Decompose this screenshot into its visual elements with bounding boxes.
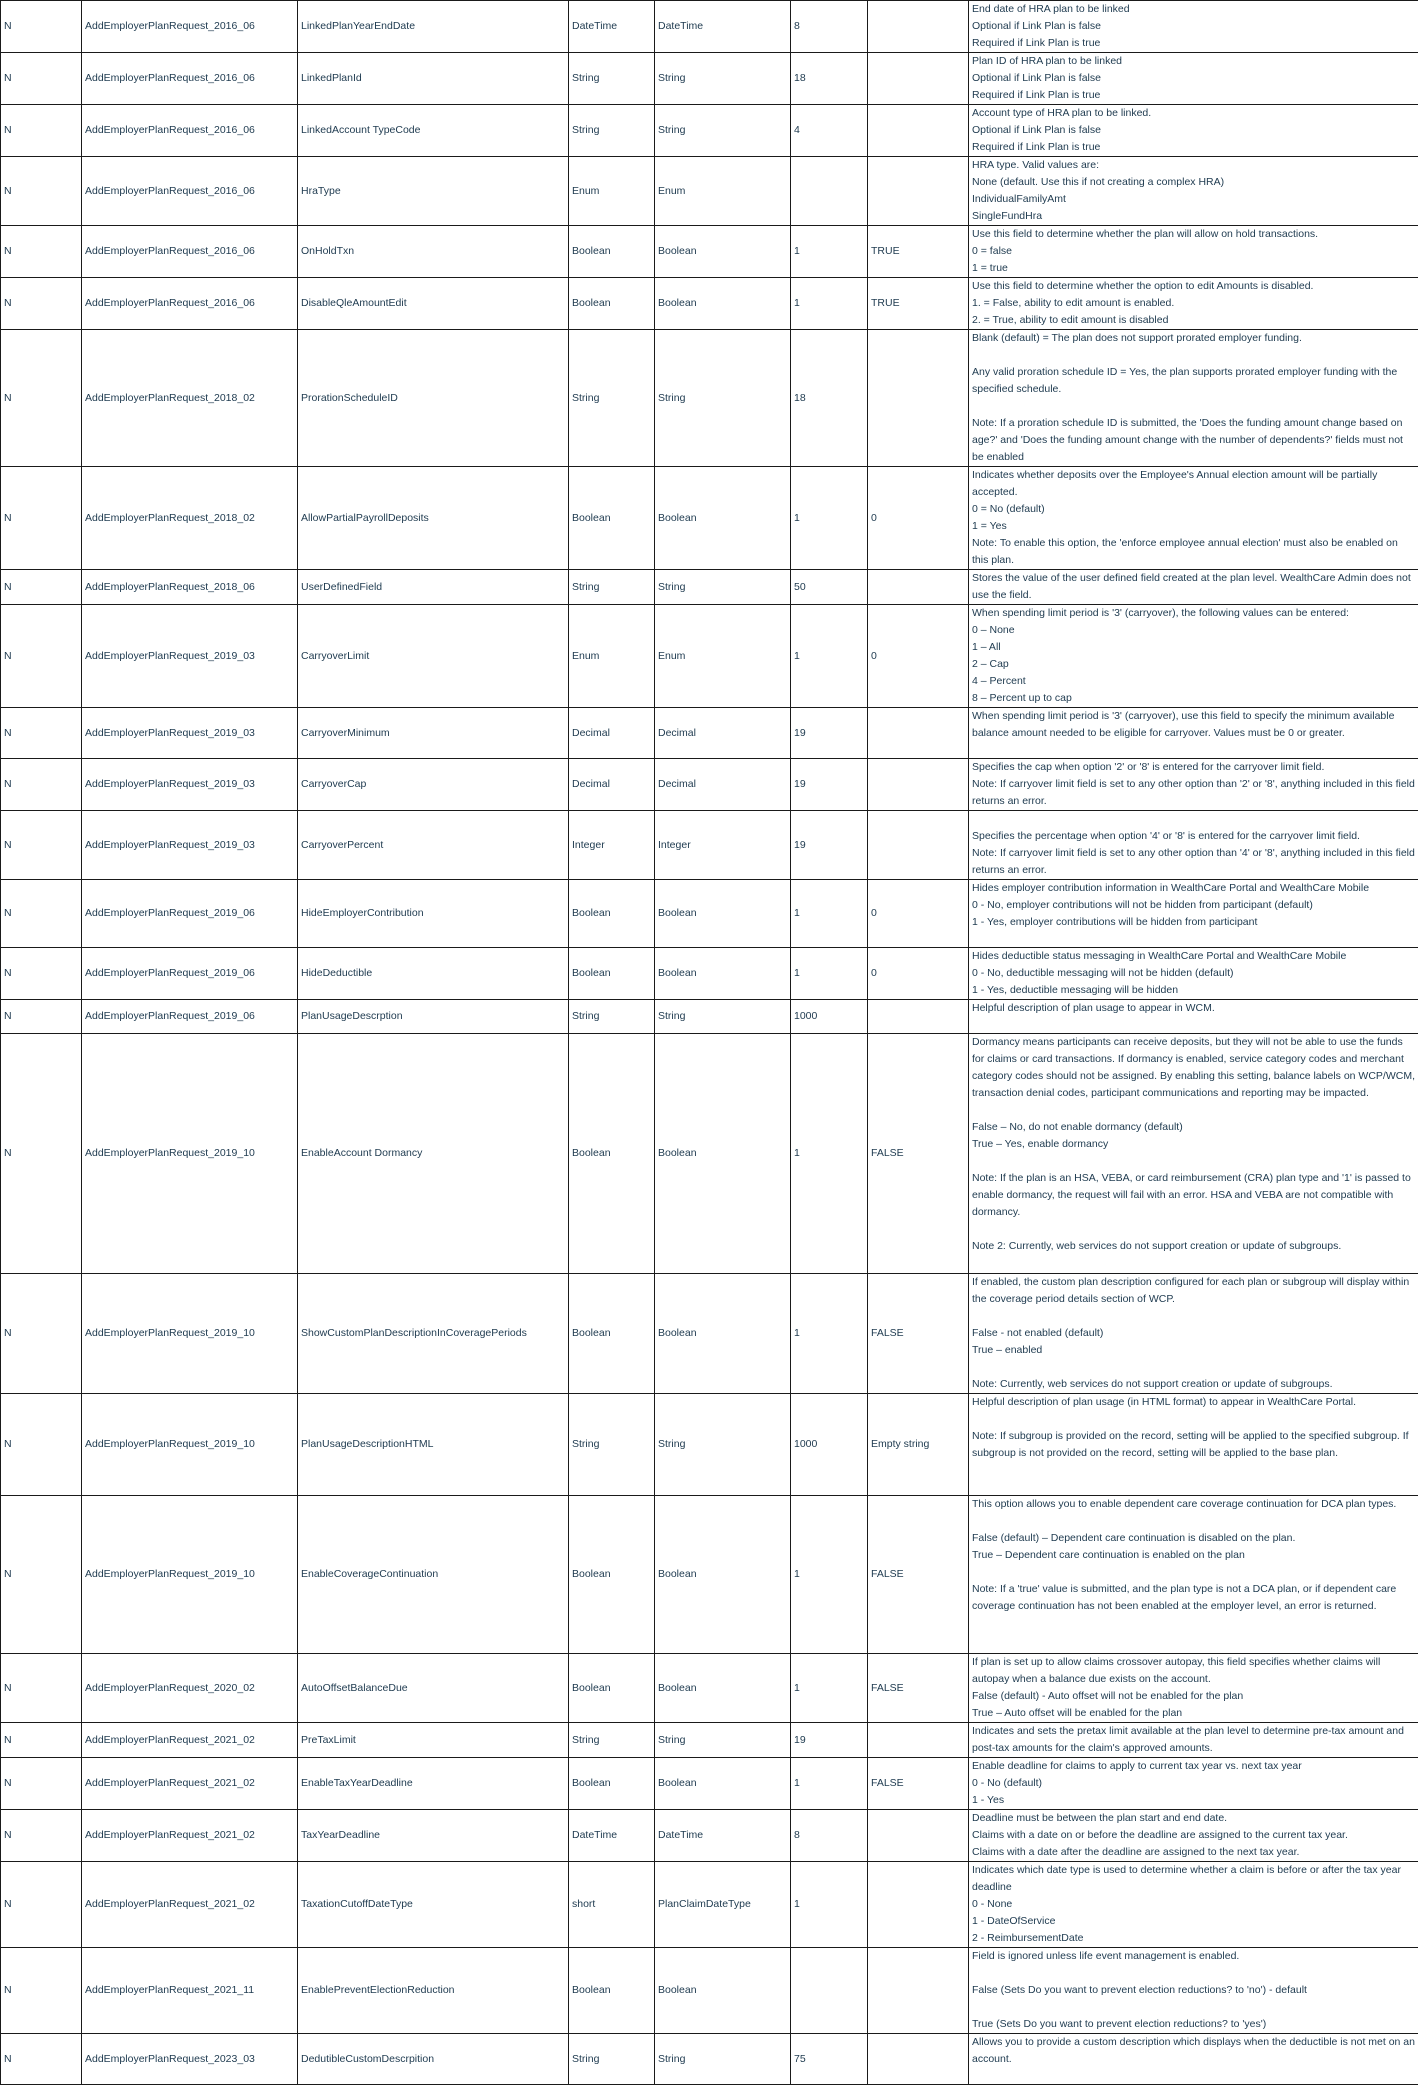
data-type-cell: DateTime (655, 1, 791, 53)
field-name-cell: PreTaxLimit (298, 1723, 569, 1758)
default-value-cell: TRUE (868, 278, 969, 330)
type-cell: Integer (569, 811, 655, 880)
required-cell: N (1, 1948, 82, 2034)
data-type-cell: Enum (655, 605, 791, 708)
required-cell: N (1, 1810, 82, 1862)
type-cell: Boolean (569, 1034, 655, 1274)
default-value-cell (868, 157, 969, 226)
request-version-cell: AddEmployerPlanRequest_2018_02 (82, 330, 298, 467)
required-cell: N (1, 2034, 82, 2085)
type-cell: String (569, 1000, 655, 1034)
default-value-cell: 0 (868, 880, 969, 948)
data-type-cell: Integer (655, 811, 791, 880)
type-cell: Enum (569, 157, 655, 226)
data-type-cell: Boolean (655, 1034, 791, 1274)
table-row (1, 1810, 1418, 1862)
length-cell: 19 (791, 708, 868, 759)
default-value-cell (868, 1862, 969, 1948)
table-row (1, 1654, 1418, 1723)
default-value-cell (868, 1723, 969, 1758)
description-cell: Account type of HRA plan to be linked. Optional if Link Plan is false Required if Link Plan is true (969, 105, 1418, 157)
required-cell: N (1, 1654, 82, 1723)
data-type-cell: String (655, 53, 791, 105)
type-cell: String (569, 105, 655, 157)
field-name-cell: CarryoverCap (298, 759, 569, 811)
type-cell: Boolean (569, 467, 655, 570)
field-name-cell: DisableQleAmountEdit (298, 278, 569, 330)
default-value-cell (868, 1, 969, 53)
length-cell: 1 (791, 1496, 868, 1654)
required-cell: N (1, 1000, 82, 1034)
field-name-cell: DedutibleCustomDescrpition (298, 2034, 569, 2085)
length-cell: 1 (791, 880, 868, 948)
table-row (1, 278, 1418, 330)
table-row (1, 2034, 1418, 2085)
required-cell: N (1, 570, 82, 605)
length-cell: 1 (791, 1034, 868, 1274)
required-cell: N (1, 811, 82, 880)
default-value-cell (868, 570, 969, 605)
default-value-cell: 0 (868, 948, 969, 1000)
required-cell: N (1, 759, 82, 811)
description-cell: Use this field to determine whether the plan will allow on hold transactions. 0 = false 1 = true (969, 226, 1418, 278)
default-value-cell (868, 1810, 969, 1862)
data-type-cell: Enum (655, 157, 791, 226)
description-cell: Deadline must be between the plan start and end date. Claims with a date on or before the deadline are assigned to the current tax year. Claims with a date after the deadline are assigned to the next tax year. (969, 1810, 1418, 1862)
field-name-cell: LinkedPlanId (298, 53, 569, 105)
description-cell: Plan ID of HRA plan to be linked Optional if Link Plan is false Required if Link Plan is true (969, 53, 1418, 105)
description-cell: When spending limit period is '3' (carryover), the following values can be entered: 0 – None 1 – All 2 – Cap 4 – Percent 8 – Percent up to cap (969, 605, 1418, 708)
default-value-cell: FALSE (868, 1034, 969, 1274)
length-cell: 1000 (791, 1394, 868, 1496)
length-cell: 1 (791, 948, 868, 1000)
data-type-cell: String (655, 2034, 791, 2085)
table-row (1, 1948, 1418, 2034)
type-cell: Boolean (569, 1496, 655, 1654)
data-type-cell: String (655, 1723, 791, 1758)
length-cell: 1 (791, 1862, 868, 1948)
data-type-cell: Boolean (655, 1654, 791, 1723)
default-value-cell: 0 (868, 605, 969, 708)
length-cell: 19 (791, 811, 868, 880)
length-cell: 1 (791, 226, 868, 278)
type-cell: String (569, 1394, 655, 1496)
description-cell: Enable deadline for claims to apply to current tax year vs. next tax year 0 - No (default) 1 - Yes (969, 1758, 1418, 1810)
default-value-cell (868, 330, 969, 467)
description-cell: Hides employer contribution information in WealthCare Portal and WealthCare Mobile 0 - No, employer contributions will not be hidden from participant (default) 1 - Yes, employer contributions will be hidden from participant (969, 880, 1418, 948)
type-cell: Boolean (569, 880, 655, 948)
required-cell: N (1, 708, 82, 759)
default-value-cell (868, 1948, 969, 2034)
request-version-cell: AddEmployerPlanRequest_2020_02 (82, 1654, 298, 1723)
request-version-cell: AddEmployerPlanRequest_2019_03 (82, 708, 298, 759)
data-type-cell: PlanClaimDateType (655, 1862, 791, 1948)
request-version-cell: AddEmployerPlanRequest_2021_02 (82, 1810, 298, 1862)
field-name-cell: TaxYearDeadline (298, 1810, 569, 1862)
request-version-cell: AddEmployerPlanRequest_2019_06 (82, 948, 298, 1000)
table-row (1, 1758, 1418, 1810)
request-version-cell: AddEmployerPlanRequest_2019_10 (82, 1496, 298, 1654)
request-version-cell: AddEmployerPlanRequest_2016_06 (82, 278, 298, 330)
table-row (1, 157, 1418, 226)
length-cell: 1 (791, 1274, 868, 1394)
field-name-cell: AutoOffsetBalanceDue (298, 1654, 569, 1723)
table-row (1, 1000, 1418, 1034)
required-cell: N (1, 948, 82, 1000)
default-value-cell: TRUE (868, 226, 969, 278)
data-type-cell: Decimal (655, 708, 791, 759)
table-row (1, 1034, 1418, 1274)
field-name-cell: LinkedAccount TypeCode (298, 105, 569, 157)
field-name-cell: CarryoverMinimum (298, 708, 569, 759)
description-cell: If enabled, the custom plan description configured for each plan or subgroup will display within the coverage period details section of WCP. False - not enabled (default) True – enabled Note: Currently, web services do not support creation or update of subgroups. (969, 1274, 1418, 1394)
description-cell: Hides deductible status messaging in WealthCare Portal and WealthCare Mobile 0 - No, deductible messaging will not be hidden (default) 1 - Yes, deductible messaging will be hidden (969, 948, 1418, 1000)
table-row (1, 759, 1418, 811)
length-cell: 18 (791, 330, 868, 467)
description-cell: If plan is set up to allow claims crossover autopay, this field specifies whether claims will autopay when a balance due exists on the account. False (default) - Auto offset will not be enabled for the plan True – Auto offset will be enabled for the plan (969, 1654, 1418, 1723)
request-version-cell: AddEmployerPlanRequest_2021_02 (82, 1758, 298, 1810)
description-cell: Specifies the cap when option '2' or '8' is entered for the carryover limit field. Note: If carryover limit field is set to any other option than '2' or '8', anything included in this field returns an error. (969, 759, 1418, 811)
field-name-cell: CarryoverLimit (298, 605, 569, 708)
length-cell: 1000 (791, 1000, 868, 1034)
data-type-cell: DateTime (655, 1810, 791, 1862)
length-cell: 19 (791, 759, 868, 811)
data-type-cell: Boolean (655, 467, 791, 570)
required-cell: N (1, 1496, 82, 1654)
description-cell: When spending limit period is '3' (carryover), use this field to specify the minimum available balance amount needed to be eligible for carryover. Values must be 0 or greater. (969, 708, 1418, 759)
type-cell: String (569, 53, 655, 105)
field-name-cell: EnablePreventElectionReduction (298, 1948, 569, 2034)
type-cell: Boolean (569, 1654, 655, 1723)
length-cell: 1 (791, 278, 868, 330)
table-row (1, 708, 1418, 759)
type-cell: Enum (569, 605, 655, 708)
data-type-cell: Boolean (655, 1496, 791, 1654)
data-type-cell: String (655, 105, 791, 157)
request-version-cell: AddEmployerPlanRequest_2018_06 (82, 570, 298, 605)
request-version-cell: AddEmployerPlanRequest_2021_02 (82, 1723, 298, 1758)
required-cell: N (1, 1, 82, 53)
description-cell: This option allows you to enable dependent care coverage continuation for DCA plan types. False (default) – Dependent care continuation is disabled on the plan. True – Dependent care continuation is enabled on the plan Note: If a 'true' value is submitted, and the plan type is not a DCA plan, or if dependent care coverage continuation has not been enabled at the employer level, an error is returned. (969, 1496, 1418, 1654)
required-cell: N (1, 226, 82, 278)
request-version-cell: AddEmployerPlanRequest_2016_06 (82, 226, 298, 278)
request-version-cell: AddEmployerPlanRequest_2021_02 (82, 1862, 298, 1948)
field-name-cell: LinkedPlanYearEndDate (298, 1, 569, 53)
default-value-cell (868, 759, 969, 811)
table-row (1, 1274, 1418, 1394)
description-cell: HRA type. Valid values are: None (default. Use this if not creating a complex HRA) IndividualFamilyAmt SingleFundHra (969, 157, 1418, 226)
length-cell: 18 (791, 53, 868, 105)
field-name-cell: OnHoldTxn (298, 226, 569, 278)
type-cell: Boolean (569, 948, 655, 1000)
required-cell: N (1, 1723, 82, 1758)
required-cell: N (1, 1394, 82, 1496)
required-cell: N (1, 880, 82, 948)
data-type-cell: Decimal (655, 759, 791, 811)
request-version-cell: AddEmployerPlanRequest_2023_03 (82, 2034, 298, 2085)
data-type-cell: String (655, 570, 791, 605)
default-value-cell (868, 2034, 969, 2085)
data-type-cell: Boolean (655, 278, 791, 330)
type-cell: String (569, 570, 655, 605)
length-cell: 1 (791, 1758, 868, 1810)
required-cell: N (1, 1862, 82, 1948)
table-body (1, 1, 1418, 2085)
table-row (1, 1394, 1418, 1496)
description-cell: End date of HRA plan to be linked Optional if Link Plan is false Required if Link Plan is true (969, 1, 1418, 53)
default-value-cell (868, 708, 969, 759)
data-type-cell: String (655, 330, 791, 467)
required-cell: N (1, 467, 82, 570)
default-value-cell (868, 105, 969, 157)
data-type-cell: Boolean (655, 880, 791, 948)
required-cell: N (1, 1034, 82, 1274)
length-cell: 1 (791, 1654, 868, 1723)
required-cell: N (1, 330, 82, 467)
description-cell: Indicates which date type is used to determine whether a claim is before or after the tax year deadline 0 - None 1 - DateOfService 2 - ReimbursementDate (969, 1862, 1418, 1948)
field-name-cell: AllowPartialPayrollDeposits (298, 467, 569, 570)
type-cell: DateTime (569, 1810, 655, 1862)
required-cell: N (1, 53, 82, 105)
description-cell: Helpful description of plan usage to appear in WCM. (969, 1000, 1418, 1034)
default-value-cell (868, 53, 969, 105)
request-version-cell: AddEmployerPlanRequest_2016_06 (82, 53, 298, 105)
description-cell: Specifies the percentage when option '4' or '8' is entered for the carryover limit field. Note: If carryover limit field is set to any other option than '4' or '8', anything included in this field returns an error. (969, 811, 1418, 880)
length-cell: 1 (791, 605, 868, 708)
type-cell: Boolean (569, 1758, 655, 1810)
data-type-cell: Boolean (655, 1274, 791, 1394)
table-row (1, 570, 1418, 605)
description-cell: Blank (default) = The plan does not support prorated employer funding. Any valid proration schedule ID = Yes, the plan supports prorated employer funding with the specified schedule. Note: If a proration schedule ID is submitted, the 'Does the funding amount change based on age?' and 'Does the funding amount change with the number of dependents?' fields must not be enabled (969, 330, 1418, 467)
table-row (1, 1, 1418, 53)
type-cell: Decimal (569, 708, 655, 759)
request-version-cell: AddEmployerPlanRequest_2019_03 (82, 759, 298, 811)
table-row (1, 226, 1418, 278)
description-cell: Field is ignored unless life event management is enabled. False (Sets Do you want to prevent election reductions? to 'no') - default True (Sets Do you want to prevent election reductions? to 'yes') (969, 1948, 1418, 2034)
description-cell: Use this field to determine whether the option to edit Amounts is disabled. 1. = False, ability to edit amount is enabled. 2. = True, ability to edit amount is disabled (969, 278, 1418, 330)
default-value-cell: FALSE (868, 1274, 969, 1394)
default-value-cell (868, 811, 969, 880)
type-cell: Boolean (569, 226, 655, 278)
field-name-cell: TaxationCutoffDateType (298, 1862, 569, 1948)
length-cell: 50 (791, 570, 868, 605)
default-value-cell: FALSE (868, 1654, 969, 1723)
type-cell: Boolean (569, 278, 655, 330)
description-cell: Allows you to provide a custom description which displays when the deductible is not met on an account. (969, 2034, 1418, 2085)
data-type-cell: Boolean (655, 1948, 791, 2034)
description-cell: Indicates and sets the pretax limit available at the plan level to determine pre-tax amount and post-tax amounts for the claim's approved amounts. (969, 1723, 1418, 1758)
field-name-cell: CarryoverPercent (298, 811, 569, 880)
request-version-cell: AddEmployerPlanRequest_2019_10 (82, 1274, 298, 1394)
data-type-cell: String (655, 1000, 791, 1034)
table-row (1, 1862, 1418, 1948)
length-cell: 8 (791, 1810, 868, 1862)
field-name-cell: ProrationScheduleID (298, 330, 569, 467)
table-row (1, 1496, 1418, 1654)
data-type-cell: String (655, 1394, 791, 1496)
length-cell: 19 (791, 1723, 868, 1758)
table-row (1, 1723, 1418, 1758)
type-cell: String (569, 2034, 655, 2085)
table-row (1, 811, 1418, 880)
field-name-cell: HideDeductible (298, 948, 569, 1000)
request-version-cell: AddEmployerPlanRequest_2018_02 (82, 467, 298, 570)
required-cell: N (1, 1274, 82, 1394)
table-row (1, 880, 1418, 948)
request-version-cell: AddEmployerPlanRequest_2019_10 (82, 1034, 298, 1274)
request-version-cell: AddEmployerPlanRequest_2016_06 (82, 1, 298, 53)
request-version-cell: AddEmployerPlanRequest_2019_06 (82, 880, 298, 948)
request-version-cell: AddEmployerPlanRequest_2016_06 (82, 105, 298, 157)
table-row (1, 53, 1418, 105)
type-cell: String (569, 330, 655, 467)
default-value-cell: FALSE (868, 1758, 969, 1810)
data-type-cell: Boolean (655, 948, 791, 1000)
length-cell: 75 (791, 2034, 868, 2085)
type-cell: Boolean (569, 1274, 655, 1394)
description-cell: Stores the value of the user defined field created at the plan level. WealthCare Admin does not use the field. (969, 570, 1418, 605)
request-version-cell: AddEmployerPlanRequest_2021_11 (82, 1948, 298, 2034)
field-name-cell: ShowCustomPlanDescriptionInCoveragePeriods (298, 1274, 569, 1394)
request-version-cell: AddEmployerPlanRequest_2019_06 (82, 1000, 298, 1034)
type-cell: DateTime (569, 1, 655, 53)
default-value-cell (868, 1000, 969, 1034)
description-cell: Indicates whether deposits over the Employee's Annual election amount will be partially accepted. 0 = No (default) 1 = Yes Note: To enable this option, the 'enforce employee annual election' must also be enabled on this plan. (969, 467, 1418, 570)
default-value-cell: FALSE (868, 1496, 969, 1654)
length-cell (791, 1948, 868, 2034)
field-name-cell: HraType (298, 157, 569, 226)
table-row (1, 467, 1418, 570)
table-row (1, 605, 1418, 708)
length-cell: 8 (791, 1, 868, 53)
required-cell: N (1, 1758, 82, 1810)
required-cell: N (1, 105, 82, 157)
length-cell: 4 (791, 105, 868, 157)
required-cell: N (1, 605, 82, 708)
table-row (1, 948, 1418, 1000)
required-cell: N (1, 157, 82, 226)
request-version-cell: AddEmployerPlanRequest_2019_10 (82, 1394, 298, 1496)
description-cell: Helpful description of plan usage (in HTML format) to appear in WealthCare Portal. Note: If subgroup is provided on the record, setting will be applied to the specified subgroup. If subgroup is not provided on the record, setting will be applied to the base plan. (969, 1394, 1418, 1496)
field-name-cell: PlanUsageDescriptionHTML (298, 1394, 569, 1496)
table-row (1, 330, 1418, 467)
field-name-cell: EnableTaxYearDeadline (298, 1758, 569, 1810)
length-cell: 1 (791, 467, 868, 570)
table-row (1, 105, 1418, 157)
description-cell: Dormancy means participants can receive deposits, but they will not be able to use the funds for claims or card transactions. If dormancy is enabled, service category codes and merchant category codes should not be assigned. By enabling this setting, balance labels on WCP/WCM, transaction denial codes, participant communications and reporting may be impacted. False – No, do not enable dormancy (default) True – Yes, enable dormancy Note: If the plan is an HSA, VEBA, or card reimbursement (CRA) plan type and '1' is passed to enable dormancy, the request will fail with an error. HSA and VEBA are not compatible with dormancy. Note 2: Currently, web services do not support creation or update of subgroups. (969, 1034, 1418, 1274)
length-cell (791, 157, 868, 226)
default-value-cell: 0 (868, 467, 969, 570)
request-version-cell: AddEmployerPlanRequest_2019_03 (82, 605, 298, 708)
field-name-cell: HideEmployerContribution (298, 880, 569, 948)
type-cell: Decimal (569, 759, 655, 811)
default-value-cell: Empty string (868, 1394, 969, 1496)
request-version-cell: AddEmployerPlanRequest_2019_03 (82, 811, 298, 880)
field-name-cell: EnableAccount Dormancy (298, 1034, 569, 1274)
field-name-cell: EnableCoverageContinuation (298, 1496, 569, 1654)
type-cell: String (569, 1723, 655, 1758)
field-name-cell: PlanUsageDescrption (298, 1000, 569, 1034)
required-cell: N (1, 278, 82, 330)
field-name-cell: UserDefinedField (298, 570, 569, 605)
type-cell: short (569, 1862, 655, 1948)
request-version-cell: AddEmployerPlanRequest_2016_06 (82, 157, 298, 226)
data-type-cell: Boolean (655, 1758, 791, 1810)
type-cell: Boolean (569, 1948, 655, 2034)
data-type-cell: Boolean (655, 226, 791, 278)
